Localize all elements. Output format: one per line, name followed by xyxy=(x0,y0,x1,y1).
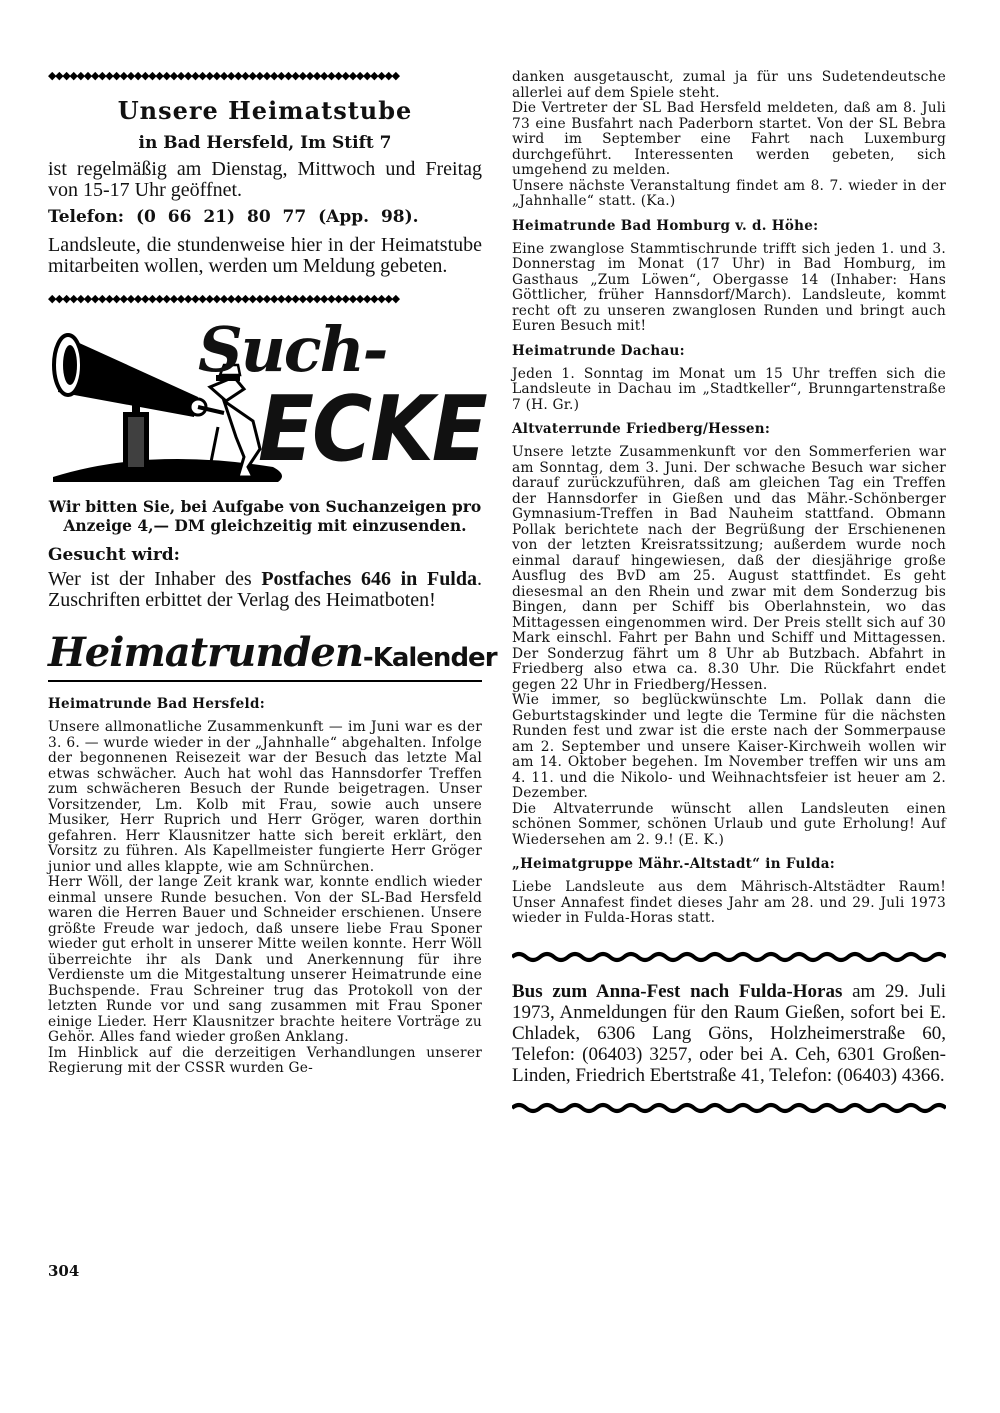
gesucht-label: Gesucht wird: xyxy=(48,545,180,565)
section-dachau xyxy=(512,343,946,414)
telefon-value: (0 66 21) 80 77 (App. 98). xyxy=(136,207,419,227)
heimatstube-title: Unsere Heimatstube xyxy=(117,96,413,125)
diamond-border-bottom: ◆◆◆◆◆◆◆◆◆◆◆◆◆◆◆◆◆◆◆◆◆◆◆◆◆◆◆◆◆◆◆◆◆◆◆◆◆◆◆◆◆◆◆◆◆◆◆◆◆ xyxy=(48,293,399,305)
section-bad-hersfeld-continued xyxy=(512,70,946,210)
bus-notice xyxy=(512,981,946,1086)
section-friedberg xyxy=(512,421,946,848)
telefon-label: Telefon: xyxy=(48,207,125,227)
section-bad-homburg xyxy=(512,218,946,335)
kalender-title xyxy=(48,629,497,676)
heimatstube-box xyxy=(48,96,482,277)
section-heading: Heimatrunde Bad Homburg v. d. Höhe: xyxy=(512,217,819,234)
section-paragraph: Eine zwanglose Stammtischrunde trifft sich jeden 1. und 3. Donnerstag im Monat (17 Uhr) in Bad Homburg, im Gasthaus „Zum Löwen“, Obergasse 14 (Inhaber: Hans Göttlicher, früher Hannsdorf/March). Landsleute, kommt recht oft zu unseren zwanglosen Runden und bringt auch Euren Besuch mit! xyxy=(512,240,946,334)
heimatstube-telefon xyxy=(48,207,482,227)
kalender-divider xyxy=(48,680,482,682)
section-heading: Heimatrunde Dachau: xyxy=(512,342,685,359)
bus-notice-lead: Bus zum Anna-Fest nach Fulda-Horas xyxy=(512,980,843,1002)
section-paragraph: Jeden 1. Sonntag im Monat um 15 Uhr treffen sich die Landsleute in Dachau im „Stadtkeller“, Brunngartenstraße 7 (H. Gr.) xyxy=(512,365,946,413)
section-paragraph: Unsere letzte Zusammenkunft vor den Sommerferien war am Sonntag, dem 3. Juni. Der schwache Besuch war sicher darauf zurückzuführen, daß am gleichen Tag ein Treffen der Hannsdorfer in Gießen und das Mähr.-Schönberger Gymnasium-Treffen in Bad Nauheim stattfand. Obmann Pollak berichtete nach der Begrüßung der Erschienenen von der letzten Kreisratssitzung; außerdem wurde noch einmal darauf hingewiesen, daß der diesjährige große Ausflug des BvD am 25. August stattfindet. Es geht diesesmal an den Rhein und zwar mit dem Sonderzug bis Bingen, dann per Schiff bis Oberlahnstein, wo das Mittagessen eingenommen wird. Der Preis stellt sich auf 30 Mark einschl. Fahrt per Bahn und Schiff und Mittagessen. Der Sonderzug fährt um 8 Uhr ab Butzbach. Abfahrt in Friedberg also etwa ca. 8.30 Uhr. Die Rückfahrt endet gegen 22 Uhr in Friedberg/Hessen. xyxy=(512,444,946,693)
section-heading: Altvaterrunde Friedberg/Hessen: xyxy=(512,421,771,437)
section-paragraph: Unsere nächste Veranstaltung findet am 8. 7. wieder in der „Jahnhalle“ statt. (Ka.) xyxy=(512,177,946,209)
gesucht-post: . Zuschriften erbittet der Verlag des Heimatboten! xyxy=(48,568,482,611)
gesucht-bold: Postfaches 646 in Fulda xyxy=(261,568,477,590)
left-column xyxy=(48,70,497,1085)
section-bad-hersfeld xyxy=(48,696,482,1077)
section-heading: „Heimatgruppe Mähr.-Altstadt“ in Fulda: xyxy=(512,856,836,872)
page-number: 304 xyxy=(48,1262,80,1280)
bus-notice-text: am 29. Juli 1973, Anmeldungen für den Raum Gießen, sofort bei E. Chladek, 6306 Lang Göns, Holzheimerstraße 60, Telefon: (06403) 3257, oder bei A. Ceh, 6301 Großen-Linden, Friedrich Ebertstraße 41, Telefon: (06403) 4366. xyxy=(512,980,947,1086)
section-fulda xyxy=(512,856,946,927)
section-paragraph: Liebe Landsleute aus dem Mährisch-Altstädter Raum! Unser Annafest findet dieses Jahr am 28. und 29. Juli 1973 wieder in Fulda-Horas statt. xyxy=(512,879,946,926)
section-paragraph: Die Altvaterrunde wünscht allen Landsleuten einen schönen Sommer, schönen Urlaub und gute Erholung! Auf Wiedersehen am 2. 9.! (E. K.) xyxy=(512,800,946,848)
kalender-title-script: Heimatrunden xyxy=(48,629,363,676)
such-ecke-block-title: ECKE xyxy=(258,377,486,483)
such-ecke-script-title: Such- xyxy=(198,313,387,386)
gesucht-text xyxy=(48,569,482,611)
heimatstube-appeal: Landsleute, die stundenweise hier in der Heimatstube mitarbeiten wollen, werden um Meldung gebeten. xyxy=(48,234,482,277)
wave-border-bottom xyxy=(512,1102,946,1114)
right-column xyxy=(512,70,946,1132)
wave-border-top xyxy=(512,951,946,963)
gesucht-pre: Wer ist der Inhaber des xyxy=(48,568,262,590)
heimatstube-hours: ist regelmäßig am Dienstag, Mittwoch und Freitag von 15-17 Uhr geöffnet. xyxy=(48,158,482,201)
section-paragraph: Im Hinblick auf die derzeitigen Verhandlungen unserer Regierung mit der CSSR wurden Ge- xyxy=(48,1044,482,1076)
kalender-title-plain: -Kalender xyxy=(362,643,497,673)
heimatstube-location: in Bad Hersfeld, Im Stift 7 xyxy=(138,133,392,153)
suchanzeige-notice: Wir bitten Sie, bei Aufgabe von Suchanzeigen pro Anzeige 4,— DM gleichzeitig mit einzusenden. xyxy=(48,497,482,535)
diamond-border-top: ◆◆◆◆◆◆◆◆◆◆◆◆◆◆◆◆◆◆◆◆◆◆◆◆◆◆◆◆◆◆◆◆◆◆◆◆◆◆◆◆◆◆◆◆◆◆◆◆◆ xyxy=(48,70,399,82)
section-paragraph: Die Vertreter der SL Bad Hersfeld meldeten, daß am 8. Juli 73 eine Busfahrt nach Paderborn startet. Von der SL Bebra wird im September eine Fahrt nach Luxemburg durchgeführt. Interessenten werden gebeten, sich umgehend zu melden. xyxy=(512,100,946,178)
section-paragraph: danken ausgetauscht, zumal ja für uns Sudetendeutsche allerlei auf dem Spiele steht. xyxy=(512,69,946,101)
section-heading: Heimatrunde Bad Hersfeld: xyxy=(48,696,266,712)
section-paragraph: Wie immer, so beglückwünschte Lm. Pollak dann die Geburtstagskinder und legte die Termine für die nächsten Runden fest und zwar ist die erste nach der Sommerpause am 2. September und unsere Kaiser-Kirchweih wollen wir am 14. Oktober begehen. Im November treffen wir uns am 4. 11. und die Nikolo- und Weihnachtsfeier ist heuer am 2. Dezember. xyxy=(512,692,946,801)
section-paragraph: Herr Wöll, der lange Zeit krank war, konnte endlich wieder einmal unsere Runde besuchen. Von der SL-Bad Hersfeld waren die Herren Bauer und Schneider erschienen. Unsere größte Freude war jedoch, daß unsere liebe Frau Sponer wieder gut erholt in unserer Mitte weilen konnte. Herr Wöll überreichte ihr als Dank und Anerkennung für ihre Verdienste um die Mitgestaltung unserer Heimatrunde eine Buchspende. Frau Schreiner trug das Protokoll von der letzten Runde vor und sang zusammen mit Frau Sponer einige Lieder. Herr Klausnitzer brachte heitere Vorträge zu Gehör. Alles fand wieder großen Anklang. xyxy=(48,874,482,1045)
section-paragraph: Unsere allmonatliche Zusammenkunft — im Juni war es der 3. 6. — wurde wieder in der „Jahnhalle“ abgehalten. Infolge der begonnenen Reisezeit war der Besuch das letzte Mal etwas schwächer. Auch hat wohl das Hannsdorfer Treffen zum schwächeren Besuch der Runde beigetragen. Unser Vorsitzender, Lm. Kolb mit Frau, sowie auch unsere Musiker, Herr Ruprich und Herr Gröger, waren dorthin gefahren. Herr Klausnitzer hatte sich bereit erklärt, den Vorsitz zu führen. Als Kapellmeister fungierte Herr Gröger junior und alles klappte, wie am Schnürchen. xyxy=(48,719,482,875)
such-ecke-graphic xyxy=(48,313,486,487)
